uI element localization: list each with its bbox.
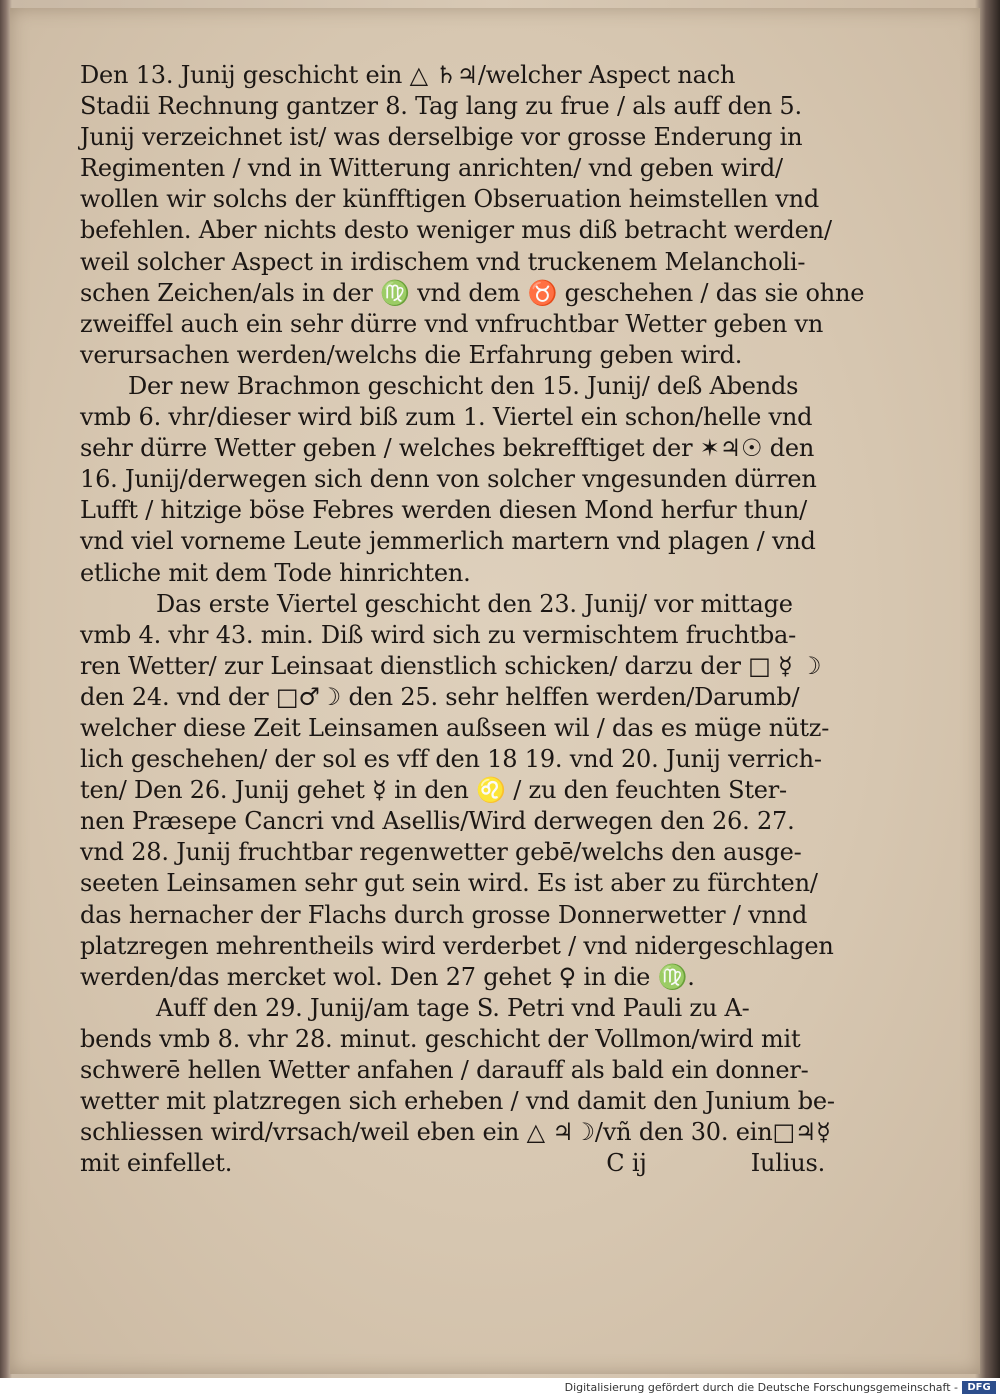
text-line: das hernacher der Flachs durch grosse Donnerwetter / vnnd xyxy=(80,900,808,929)
book-page xyxy=(10,8,980,1374)
text-line: seeten Leinsamen sehr gut sein wird. Es ist aber zu fürchten/ xyxy=(80,869,818,898)
text-line: vnd 28. Junij fruchtbar regenwetter gebē/welchs den ausge- xyxy=(80,838,802,867)
footer-bar xyxy=(0,1378,1000,1399)
text-line: wetter mit platzregen sich erheben / vnd damit den Junium be- xyxy=(80,1087,835,1116)
text-line: vnd viel vorneme Leute jemmerlich martern vnd plagen / vnd xyxy=(80,527,816,556)
text-line: den 24. vnd der □♂☽ den 25. sehr helffen werden/Darumb/ xyxy=(80,682,800,711)
text-line: platzregen mehrentheils wird verderbet / vnd nidergeschlagen xyxy=(80,931,834,960)
text-line: schliessen wird/vrsach/weil eben ein △ ♃☽/vñ den 30. ein□♃☿ xyxy=(80,1118,831,1147)
text-line: weil solcher Aspect in irdischem vnd truckenem Melancholi- xyxy=(80,247,806,276)
funding-notice: Digitalisierung gefördert durch die Deutsche Forschungsgemeinschaft - xyxy=(564,1381,958,1394)
text-line: Das erste Viertel geschicht den 23. Junij/ vor mittage xyxy=(156,589,793,618)
text-line: wollen wir solchs der künfftigen Obseruation heimstellen vnd xyxy=(80,185,820,214)
text-line: befehlen. Aber nichts desto weniger mus diß betracht werden/ xyxy=(80,216,832,245)
text-line: Regimenten / vnd in Witterung anrichten/ vnd geben wird/ xyxy=(80,154,783,183)
last-line xyxy=(80,1148,825,1179)
text-line: zweiffel auch ein sehr dürre vnd vnfruchtbar Wetter geben vn xyxy=(80,309,824,338)
text-line: Der new Brachmon geschicht den 15. Junij/ deß Abends xyxy=(128,371,799,400)
text-line: werden/das mercket wol. Den 27 gehet ♀ in die ♍. xyxy=(80,962,695,991)
text-line: ren Wetter/ zur Leinsaat dienstlich schicken/ darzu der □ ☿ ☽ xyxy=(80,651,822,680)
text-line: schen Zeichen/als in der ♍ vnd dem ♉ geschehen / das sie ohne xyxy=(80,278,865,307)
text-line: vmb 6. vhr/dieser wird biß zum 1. Viertel ein schon/helle vnd xyxy=(80,403,813,432)
text-line: sehr dürre Wetter geben / welches bekrefftiget der ✶♃☉ den xyxy=(80,434,815,463)
text-line: Lufft / hitzige böse Febres werden diesen Mond herfur thun/ xyxy=(80,496,807,525)
text-line: ten/ Den 26. Junij gehet ☿ in den ♌ / zu den feuchten Ster- xyxy=(80,776,787,805)
page-text-block xyxy=(80,60,865,1179)
text-line: vmb 4. vhr 43. min. Diß wird sich zu vermischtem fruchtba- xyxy=(80,620,797,649)
catchword: Iulius. xyxy=(750,1149,825,1178)
text-line: Junij verzeichnet ist/ was derselbige vor grosse Enderung in xyxy=(80,123,803,152)
text-line: etliche mit dem Tode hinrichten. xyxy=(80,558,471,587)
last-line-text: mit einfellet. xyxy=(80,1149,233,1178)
dfg-logo: DFG xyxy=(962,1381,996,1394)
text-line: Den 13. Junij geschicht ein △ ♄♃/welcher Aspect nach xyxy=(80,61,736,89)
text-line: 16. Junij/derwegen sich denn von solcher vngesunden dürren xyxy=(80,465,817,494)
text-line: schwerē hellen Wetter anfahen / darauff als bald ein donner- xyxy=(80,1056,809,1084)
text-line: verursachen werden/welchs die Erfahrung geben wird. xyxy=(80,340,743,369)
text-line: lich geschehen/ der sol es vff den 18 19. vnd 20. Junij verrich- xyxy=(80,745,822,774)
text-line: Stadii Rechnung gantzer 8. Tag lang zu frue / als auff den 5. xyxy=(80,92,802,121)
text-line: welcher diese Zeit Leinsamen außseen wil / das es müge nütz- xyxy=(80,713,830,742)
signature-mark: C ij xyxy=(606,1149,647,1178)
text-line: bends vmb 8. vhr 28. minut. geschicht der Vollmon/wird mit xyxy=(80,1024,801,1053)
text-line: Auff den 29. Junij/am tage S. Petri vnd Pauli zu A- xyxy=(156,993,750,1022)
text-line: nen Præsepe Cancri vnd Asellis/Wird derwegen den 26. 27. xyxy=(80,807,795,836)
